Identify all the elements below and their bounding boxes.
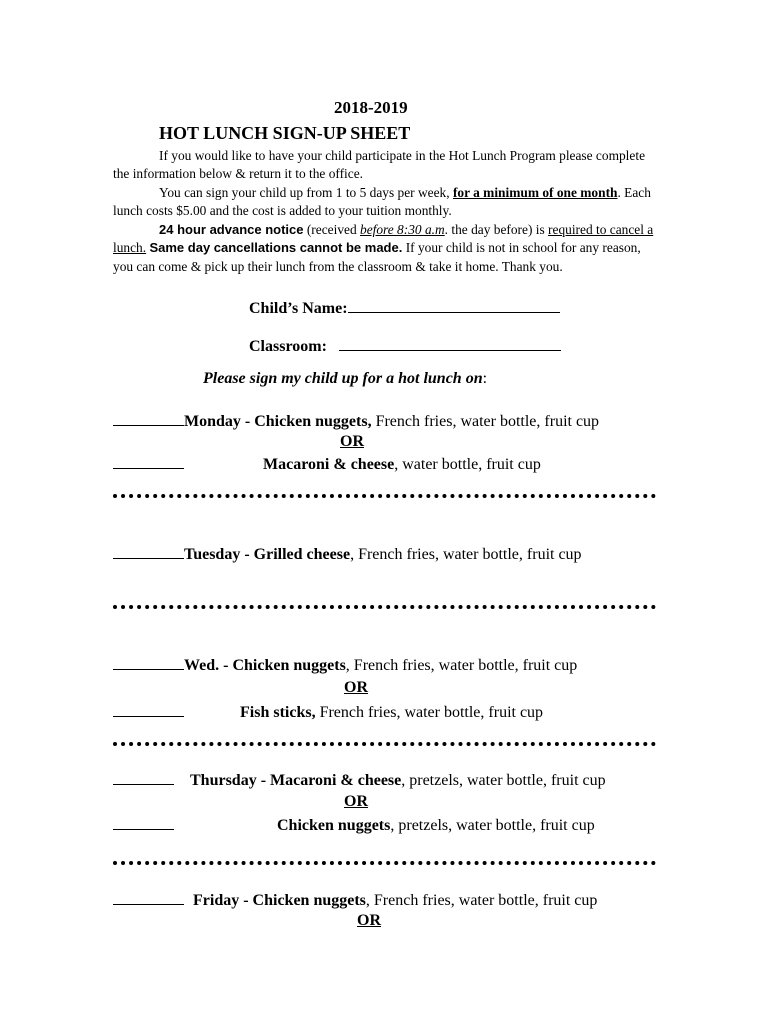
child-name-field[interactable] — [348, 298, 560, 313]
monday-option-1 — [113, 411, 599, 431]
wednesday-meal: Wed. - Chicken nuggets — [184, 657, 346, 674]
thursday-sides: , pretzels, water bottle, fruit cup — [401, 772, 606, 789]
monday-meal: Monday - Chicken nuggets, — [184, 413, 372, 430]
dotted-divider — [113, 605, 656, 609]
wednesday-sides: , French fries, water bottle, fruit cup — [345, 657, 578, 674]
minimum-month-note: for a minimum of one month — [452, 185, 618, 200]
tuesday-checkbox-line[interactable] — [113, 544, 184, 559]
friday-meal: Friday - Chicken nuggets — [193, 892, 366, 909]
dotted-divider — [113, 742, 656, 746]
intro-p3-text-h: If your child is not in school for any reason, you can come & pick up their lunch from the classroom & take it home. Thank you. — [113, 240, 641, 274]
classroom-field[interactable] — [339, 336, 561, 351]
wednesday-or: OR — [344, 679, 368, 696]
monday-option-2-checkbox-line[interactable] — [113, 454, 184, 469]
monday-or: OR — [340, 433, 364, 450]
wednesday-option-2-checkbox-line[interactable] — [113, 702, 184, 717]
friday-checkbox-line[interactable] — [113, 890, 184, 905]
wednesday-option-1-checkbox-line[interactable] — [113, 655, 184, 670]
intro-p3-text-d: . the day before) is — [444, 222, 549, 237]
classroom-label: Classroom: — [249, 338, 327, 355]
tuesday-meal: Tuesday - Grilled cheese — [184, 546, 351, 563]
monday-sides: French fries, water bottle, fruit cup — [371, 413, 600, 430]
thursday-option-1 — [113, 770, 606, 790]
deadline-time: before 8:30 a.m — [360, 222, 445, 237]
thursday-meal: Thursday - Macaroni & cheese — [190, 772, 402, 789]
year-heading: 2018-2019 — [334, 98, 408, 117]
thursday-option-1-checkbox-line[interactable] — [113, 770, 174, 785]
tuesday-option — [113, 544, 582, 564]
wednesday-alt-meal: Fish sticks, — [240, 704, 316, 721]
child-name-row — [249, 298, 560, 318]
thursday-alt-sides: , pretzels, water bottle, fruit cup — [390, 817, 595, 834]
intro-paragraph-3 — [113, 221, 658, 276]
same-day-warning: Same day cancellations cannot be made. — [149, 240, 403, 256]
thursday-alt-meal: Chicken nuggets — [277, 817, 391, 834]
sign-up-text: Please sign my child up for a hot lunch on — [203, 370, 483, 387]
dotted-divider — [113, 494, 656, 498]
monday-option-2 — [113, 454, 541, 474]
child-name-label: Child’s Name: — [249, 300, 348, 317]
advance-notice: 24 hour advance notice — [159, 222, 304, 237]
friday-or: OR — [357, 912, 381, 929]
wednesday-option-1 — [113, 655, 577, 675]
tuesday-sides: , French fries, water bottle, fruit cup — [350, 546, 582, 563]
intro-p2-text: You can sign your child up from 1 to 5 days per week, — [159, 185, 453, 200]
intro-paragraph-1: If you would like to have your child participate in the Hot Lunch Program please complete the information below & return it to the office. — [113, 148, 646, 182]
wednesday-option-2 — [113, 702, 543, 722]
cancel-requirement: required to cancel a lunch. — [113, 222, 654, 256]
monday-alt-meal: Macaroni & cheese — [263, 456, 395, 473]
intro-p2-cost: . Each lunch costs $5.00 and the cost is added to your tuition monthly. — [113, 185, 651, 219]
wednesday-alt-sides: French fries, water bottle, fruit cup — [315, 704, 544, 721]
thursday-option-2 — [113, 815, 595, 835]
friday-option-1 — [113, 890, 597, 910]
page-title: HOT LUNCH SIGN-UP SHEET — [159, 123, 411, 143]
sign-up-colon: : — [482, 370, 488, 387]
thursday-option-2-checkbox-line[interactable] — [113, 815, 174, 830]
thursday-or: OR — [344, 793, 368, 810]
intro-paragraph-2 — [113, 184, 658, 221]
monday-alt-sides: , water bottle, fruit cup — [394, 456, 541, 473]
classroom-row — [249, 336, 561, 356]
friday-sides: , French fries, water bottle, fruit cup — [365, 892, 598, 909]
intro-p3-text-b: (received — [303, 222, 360, 237]
sign-up-instruction — [203, 370, 487, 388]
monday-option-1-checkbox-line[interactable] — [113, 411, 184, 426]
dotted-divider — [113, 861, 656, 865]
